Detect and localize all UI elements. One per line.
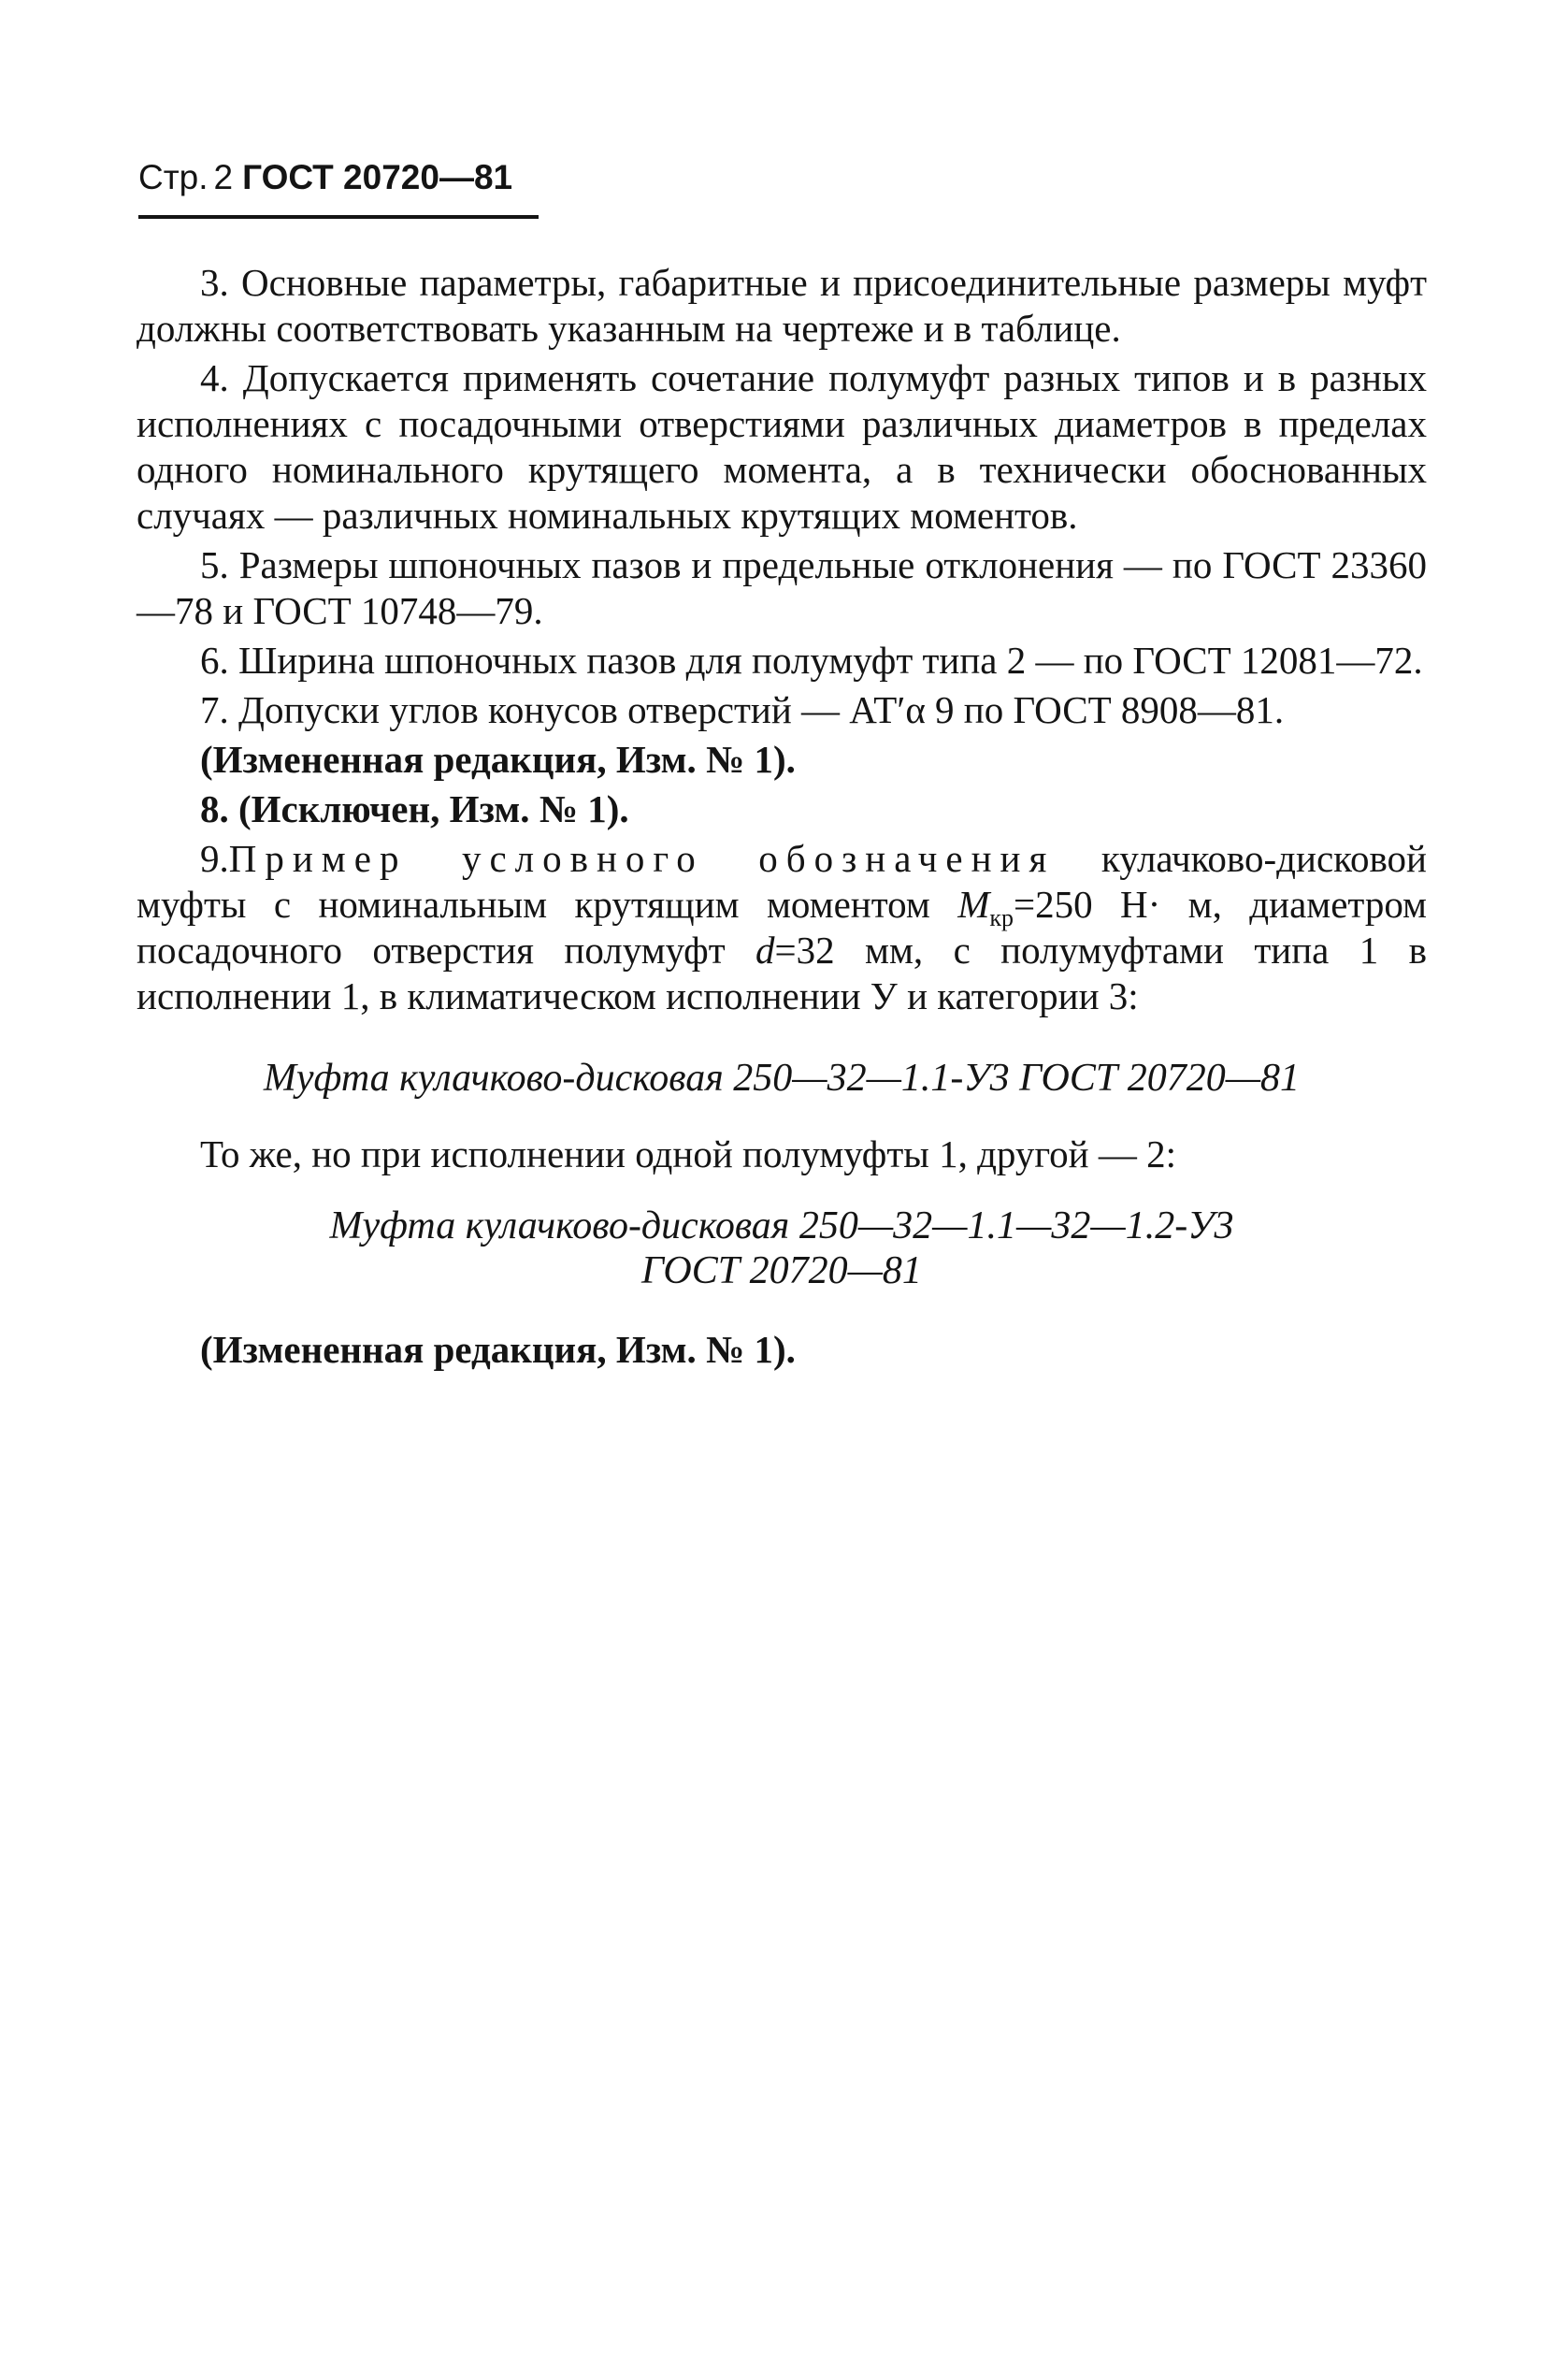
document-body: [137, 260, 1427, 1373]
item-9: [137, 836, 1427, 1019]
item-7-amendment-note: (Измененная редакция, Изм. № 1).: [200, 738, 796, 781]
item-7: 7. Допуски углов конусов отверстий — АТ′α 9 по ГОСТ 8908—81.: [200, 688, 1285, 731]
item-9-text-1: кулачково-дисковой муфты с номинальным крутящим моментом: [137, 837, 1428, 926]
item-9-text-2: =250 Н· м, диаметром посадочного отверстия полумуфт: [137, 883, 1428, 972]
designation-example-2-line-1: Муфта кулачково-дисковая 250—32—1.1—32—1.2-У3: [329, 1204, 1234, 1247]
document-id: ГОСТ 20720—81: [242, 158, 513, 196]
item-4: 4. Допускается применять сочетание полумуфт разных типов и в разных исполнениях с посадочными отверстиями различных диаметров в пределах одного номинального крутящего момента, а в технически обоснованных случаях — различных номинальных крутящих моментов.: [137, 356, 1427, 537]
page-label: Стр.: [138, 158, 209, 196]
header-rule: [138, 215, 539, 219]
torque-symbol: M: [957, 883, 990, 926]
designation-example-2: [137, 1204, 1427, 1293]
item-9-number: 9.: [200, 837, 229, 880]
item-5: 5. Размеры шпоночных пазов и предельные отклонения — по ГОСТ 23360—78 и ГОСТ 10748—79.: [137, 543, 1427, 632]
item-6: 6. Ширина шпоночных пазов для полумуфт типа 2 — по ГОСТ 12081—72.: [200, 639, 1423, 682]
item-3: 3. Основные параметры, габаритные и присоединительные размеры муфт должны соответствовать указанным на чертеже и в таблице.: [137, 261, 1427, 350]
designation-example-2-line-2: ГОСТ 20720—81: [641, 1249, 922, 1292]
item-9-spaced-text: Пример условного обозначения: [228, 837, 1056, 880]
page-number: 2: [213, 158, 234, 196]
item-9-text-3: =32 мм, с полумуфтами типа 1 в исполнении 1, в климатическом исполнении У и категории 3:: [137, 929, 1427, 1017]
page-header: [138, 157, 512, 198]
torque-subscript: кр: [989, 904, 1014, 932]
designation-example-1: Муфта кулачково-дисковая 250—32—1.1-У3 ГОСТ 20720—81: [263, 1057, 1301, 1100]
same-but-text: То же, но при исполнении одной полумуфты 1, другой — 2:: [200, 1132, 1177, 1175]
item-8: 8. (Исключен, Изм. № 1).: [200, 787, 629, 830]
diameter-symbol: d: [755, 929, 775, 972]
final-amendment-note: (Измененная редакция, Изм. № 1).: [200, 1328, 796, 1371]
